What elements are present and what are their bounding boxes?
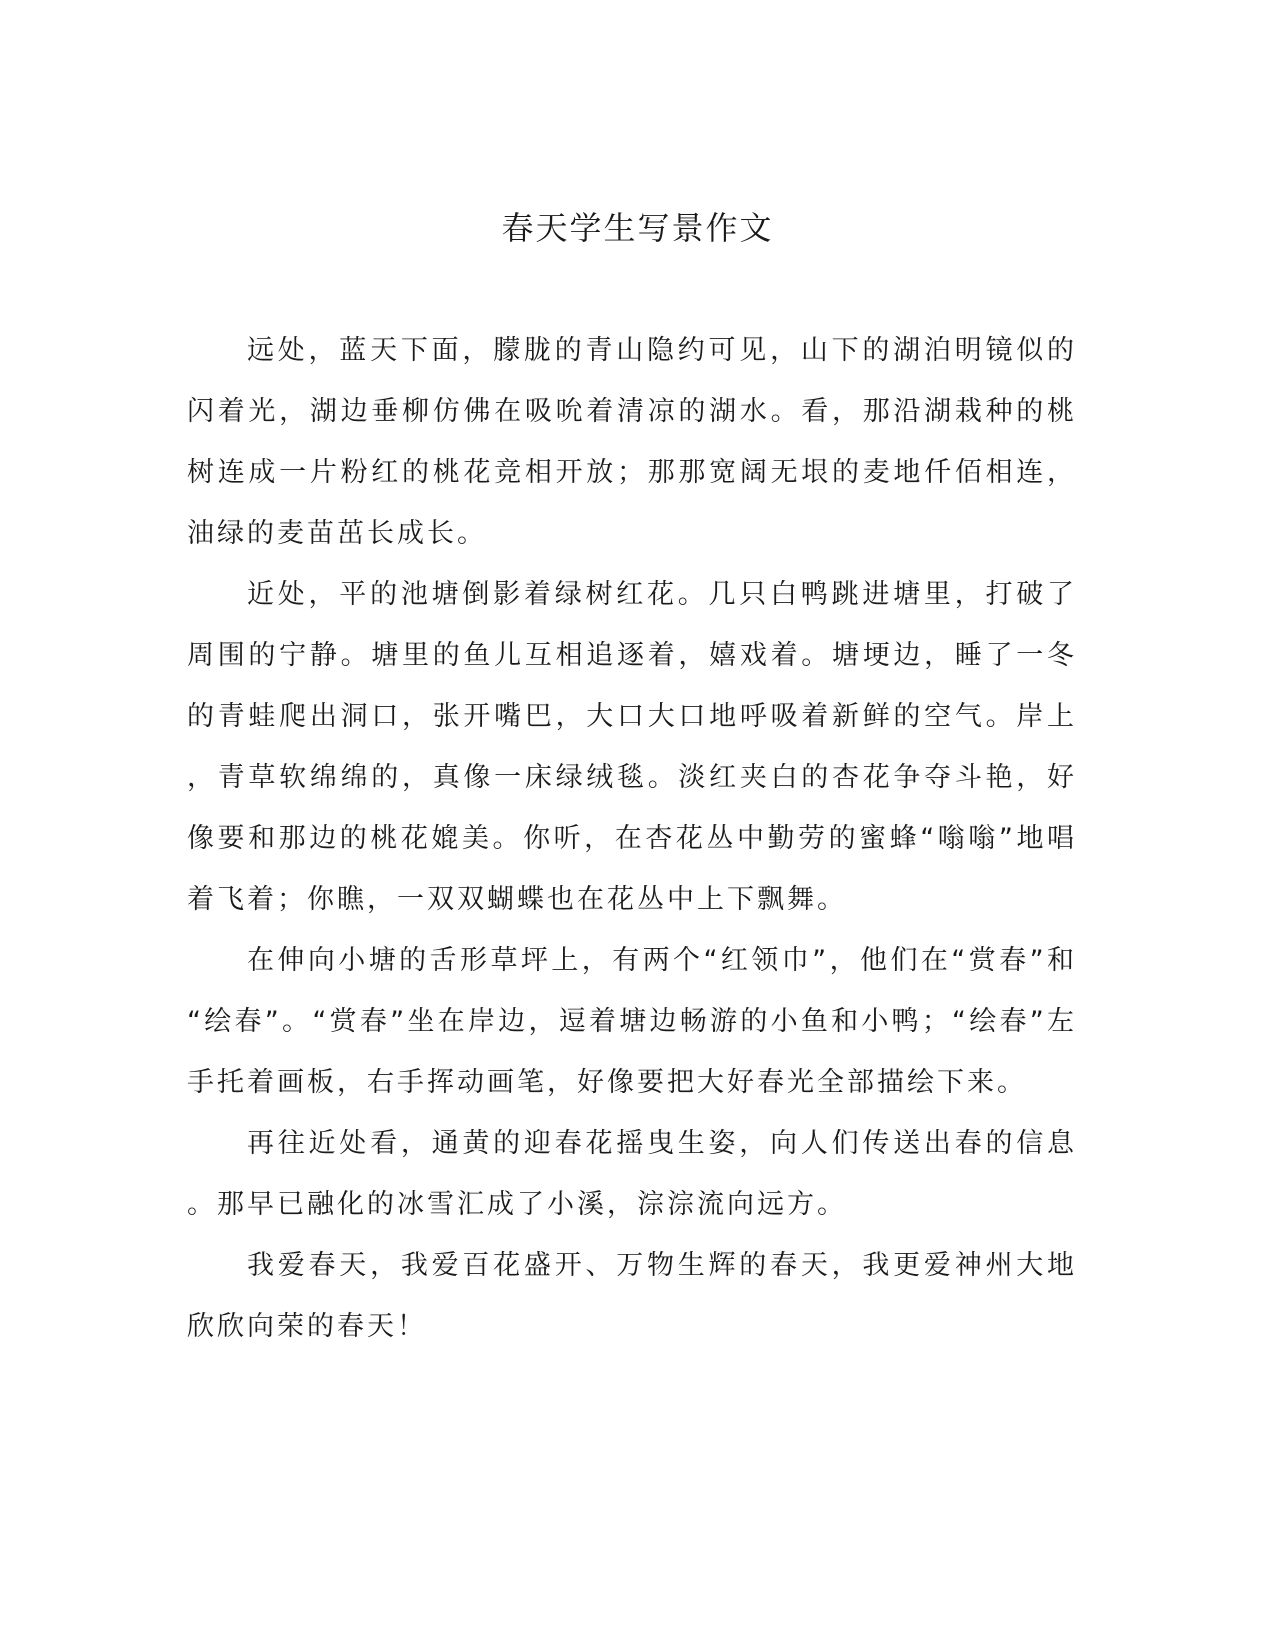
- paragraph-5: 我爱春天，我爱百花盛开、万物生辉的春天，我更爱神州大地欣欣向荣的春天！: [187, 1250, 1077, 1342]
- paragraph-2: 近处，平的池塘倒影着绿树红花。几只白鸭跳进塘里，打破了周围的宁静。塘里的鱼儿互相追逐着，嬉戏着。塘埂边，睡了一冬的青蛙爬出洞口，张开嘴巴，大口大口地呼吸着新鲜的空气。岸上，青草软绵绵的，真像一床绿绒毯。淡红夹白的杏花争夺斗艳，好像要和那边的桃花媲美。你听，在杏花丛中勤劳的蜜蜂“嗡嗡”地唱着飞着；你瞧，一双双蝴蝶也在花丛中上下飘舞。: [187, 579, 1077, 915]
- document-body: [187, 320, 1077, 1357]
- paragraph-3: 在伸向小塘的舌形草坪上，有两个“红领巾”，他们在“赏春”和“绘春”。“赏春”坐在岸边，逗着塘边畅游的小鱼和小鸭；“绘春”左手托着画板，右手挥动画笔，好像要把大好春光全部描绘下来。: [187, 945, 1077, 1098]
- paragraph-4: 再往近处看，通黄的迎春花摇曳生姿，向人们传送出春的信息。那早已融化的冰雪汇成了小溪，淙淙流向远方。: [187, 1128, 1077, 1220]
- paragraph-1: 远处，蓝天下面，朦胧的青山隐约可见，山下的湖泊明镜似的闪着光，湖边垂柳仿佛在吸吮着清凉的湖水。看，那沿湖栽种的桃树连成一片粉红的桃花竞相开放；那那宽阔无垠的麦地仟佰相连，油绿的麦苗茁长成长。: [187, 335, 1077, 549]
- document-title: 春天学生写景作文: [501, 209, 774, 247]
